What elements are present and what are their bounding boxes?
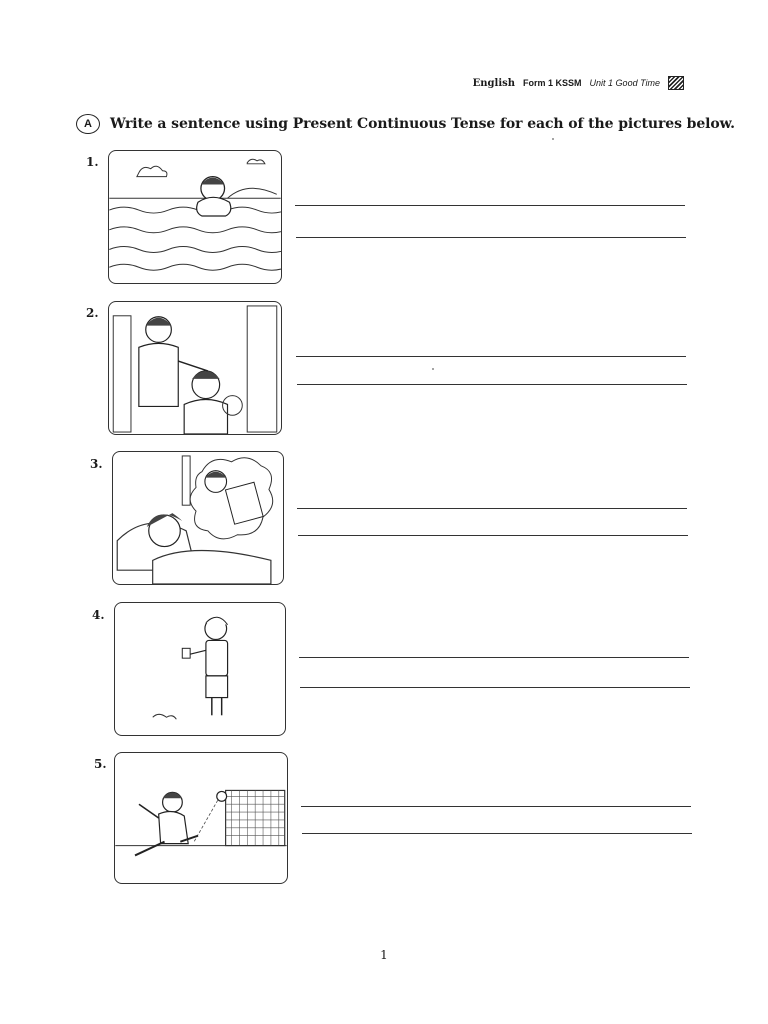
scan-speck <box>552 138 554 140</box>
answer-line[interactable] <box>301 806 691 807</box>
page-number: 1 <box>380 948 388 962</box>
answer-line[interactable] <box>298 535 688 536</box>
answer-line[interactable] <box>299 657 689 658</box>
section-badge: A <box>76 114 100 134</box>
instruction-text: Write a sentence using Present Continuous Tense for each of the pictures below. <box>110 116 735 132</box>
item-number-2: 2. <box>86 306 99 320</box>
item-number-3: 3. <box>90 457 103 471</box>
form-label: Form 1 KSSM <box>523 78 582 88</box>
unit-label: Unit 1 Good Time <box>589 78 660 88</box>
item-number-1: 1. <box>86 155 99 169</box>
answer-line[interactable] <box>300 687 690 688</box>
answer-line[interactable] <box>296 356 686 357</box>
item-number-5: 5. <box>94 757 107 771</box>
scan-speck <box>432 368 434 370</box>
section-instruction <box>76 114 735 134</box>
publisher-logo-icon <box>668 76 684 90</box>
boy-with-cup-illustration <box>114 602 286 736</box>
girl-sleeping-dreaming-illustration <box>112 451 284 585</box>
boy-kicking-ball-illustration <box>114 752 288 884</box>
answer-line[interactable] <box>297 508 687 509</box>
boy-swimming-illustration <box>108 150 282 284</box>
answer-line[interactable] <box>295 205 685 206</box>
item-number-4: 4. <box>92 608 105 622</box>
answer-line[interactable] <box>302 833 692 834</box>
subject-label: English <box>472 77 516 89</box>
answer-line[interactable] <box>296 237 686 238</box>
barber-cutting-hair-illustration <box>108 301 282 435</box>
answer-line[interactable] <box>297 384 687 385</box>
page-header <box>473 76 684 90</box>
